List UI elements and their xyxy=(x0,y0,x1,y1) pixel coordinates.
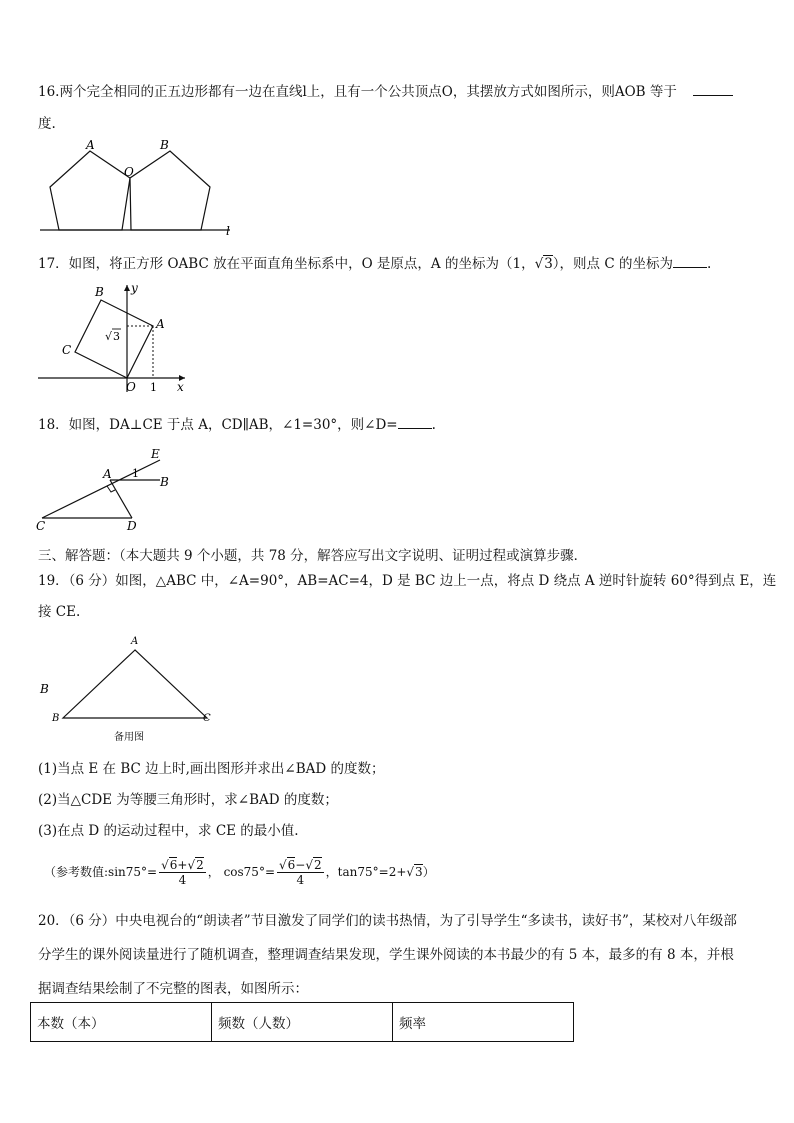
q20-frequency-table xyxy=(30,1002,574,1042)
label-A: A xyxy=(156,317,165,331)
label-B: B xyxy=(95,285,104,299)
q16-pentagons-figure xyxy=(35,138,245,238)
label-O: O xyxy=(126,380,136,394)
label-B: B xyxy=(160,475,169,489)
sin75-fraction xyxy=(159,858,206,887)
sqrt-symbol: √ xyxy=(305,858,314,872)
tan-sqrt3: 3 xyxy=(415,865,423,879)
sqrt2: 2 xyxy=(196,858,204,872)
left-pentagon xyxy=(50,151,130,230)
label-B: B xyxy=(52,713,60,724)
figure-caption: 备用图 xyxy=(114,732,144,743)
q17-answer-blank[interactable] xyxy=(673,255,707,268)
sqrt-symbol: √ xyxy=(279,858,287,872)
cos75-fraction xyxy=(277,858,324,887)
q17-coordinate-figure xyxy=(35,282,195,394)
cos-prefix: ， cos75°= xyxy=(207,865,275,879)
q16-text xyxy=(38,83,733,101)
minus-sign: − xyxy=(295,858,306,872)
label-sqrt3: 3 xyxy=(113,330,120,343)
q18-text xyxy=(38,416,436,434)
y-arrow xyxy=(124,285,130,291)
q19-part2: (2)当△CDE 为等腰三角形时，求∠BAD 的度数； xyxy=(38,792,338,808)
sqrt-symbol: √ xyxy=(105,330,113,343)
q20-line2: 分学生的课外阅读量进行了随机调查，整理调查结果发现，学生课外阅读的本书最少的有 5 本，最多的有 8 本，并根 xyxy=(38,947,734,963)
tan-value: 2+ xyxy=(388,865,407,879)
cos-numerator xyxy=(277,858,324,873)
table-header-row xyxy=(31,1003,574,1042)
section-three-heading: 三、解答题：（本大题共 9 个小题，共 78 分，解答应写出文字说明、证明过程或演算步骤． xyxy=(38,548,588,564)
label-A: A xyxy=(131,636,139,647)
label-one: 1 xyxy=(132,467,139,480)
q17-text xyxy=(38,255,711,273)
sqrt6: 6 xyxy=(287,858,296,872)
triangle-ABC xyxy=(63,650,207,718)
ref-suffix: ） xyxy=(422,865,435,879)
q19-part1: (1)当点 E 在 BC 边上时,画出图形并求出∠BAD 的度数； xyxy=(38,761,385,777)
label-C: C xyxy=(203,713,211,724)
q20-line1: 20．（6 分）中央电视台的“朗读者”节目激发了同学们的读书热情，为了引导学生“多读书，读好书”，某校对八年级部 xyxy=(38,913,737,929)
right-pentagon xyxy=(130,151,210,230)
q16-answer-blank[interactable] xyxy=(693,83,733,96)
q19-reference-values xyxy=(44,858,435,887)
q18-stem: 18．如图，DA⊥CE 于点 A，CD∥AB，∠1=30°，则∠D= xyxy=(38,417,398,433)
sqrt2: 2 xyxy=(314,858,322,872)
label-A: A xyxy=(103,467,112,481)
label-y: y xyxy=(131,282,138,295)
label-x: x xyxy=(177,380,184,394)
q18-tail: . xyxy=(431,417,436,433)
label-D: D xyxy=(127,519,137,533)
label-B-side: B xyxy=(40,682,49,696)
label-O: O xyxy=(124,165,134,179)
cos-denominator: 4 xyxy=(296,873,305,887)
q19-triangle-figure xyxy=(36,630,221,745)
ref-prefix: （参考数值:sin75°= xyxy=(44,865,158,879)
sin-denominator: 4 xyxy=(178,873,187,887)
sqrt-symbol: √ xyxy=(161,858,169,872)
sqrt-symbol: √ xyxy=(187,858,196,872)
q17-stem-a: 17．如图，将正方形 OABC 放在平面直角坐标系中，O 是原点，A 的坐标为（1， xyxy=(38,256,535,272)
q19-part3: (3)在点 D 的运动过程中，求 CE 的最小值. xyxy=(38,823,299,839)
q17-tail: . xyxy=(706,256,712,272)
header-cell-books: 本数（本） xyxy=(31,1003,212,1042)
label-B: B xyxy=(160,138,169,152)
line-AD xyxy=(110,480,132,518)
q17-sqrt3: 3 xyxy=(544,256,553,272)
q18-answer-blank[interactable] xyxy=(398,416,432,429)
sin-numerator xyxy=(159,858,206,873)
tan-prefix: ，tan75°= xyxy=(325,865,389,879)
label-C: C xyxy=(62,343,72,357)
plus-sign: + xyxy=(177,858,188,872)
label-C: C xyxy=(36,519,46,533)
label-E: E xyxy=(151,447,160,461)
q16-stem: 16.两个完全相同的正五边形都有一边在直线l上，且有一个公共顶点O，其摆放方式如图所示，则AOB 等于 xyxy=(38,84,677,100)
q18-figure xyxy=(34,446,184,534)
label-l: l xyxy=(226,224,230,238)
sqrt-symbol: √ xyxy=(406,865,415,879)
q16-tail: 度. xyxy=(38,116,56,132)
line-CE xyxy=(42,460,160,518)
header-cell-rate: 频率 xyxy=(393,1003,574,1042)
q17-stem-b: ），则点 C 的坐标为 xyxy=(552,256,673,272)
label-A: A xyxy=(86,138,95,152)
q20-line3: 据调查结果绘制了不完整的图表，如图所示： xyxy=(38,981,308,997)
label-one: 1 xyxy=(150,381,157,394)
header-cell-frequency: 频数（人数） xyxy=(212,1003,393,1042)
sqrt-symbol: √ xyxy=(534,256,544,272)
q19-line2: 接 CE. xyxy=(38,604,81,620)
q19-line1: 19．（6 分）如图，△ABC 中，∠A=90°，AB=AC=4，D 是 BC 边上一点，将点 D 绕点 A 逆时针旋转 60°得到点 E，连 xyxy=(38,573,777,589)
sqrt6: 6 xyxy=(169,858,178,872)
